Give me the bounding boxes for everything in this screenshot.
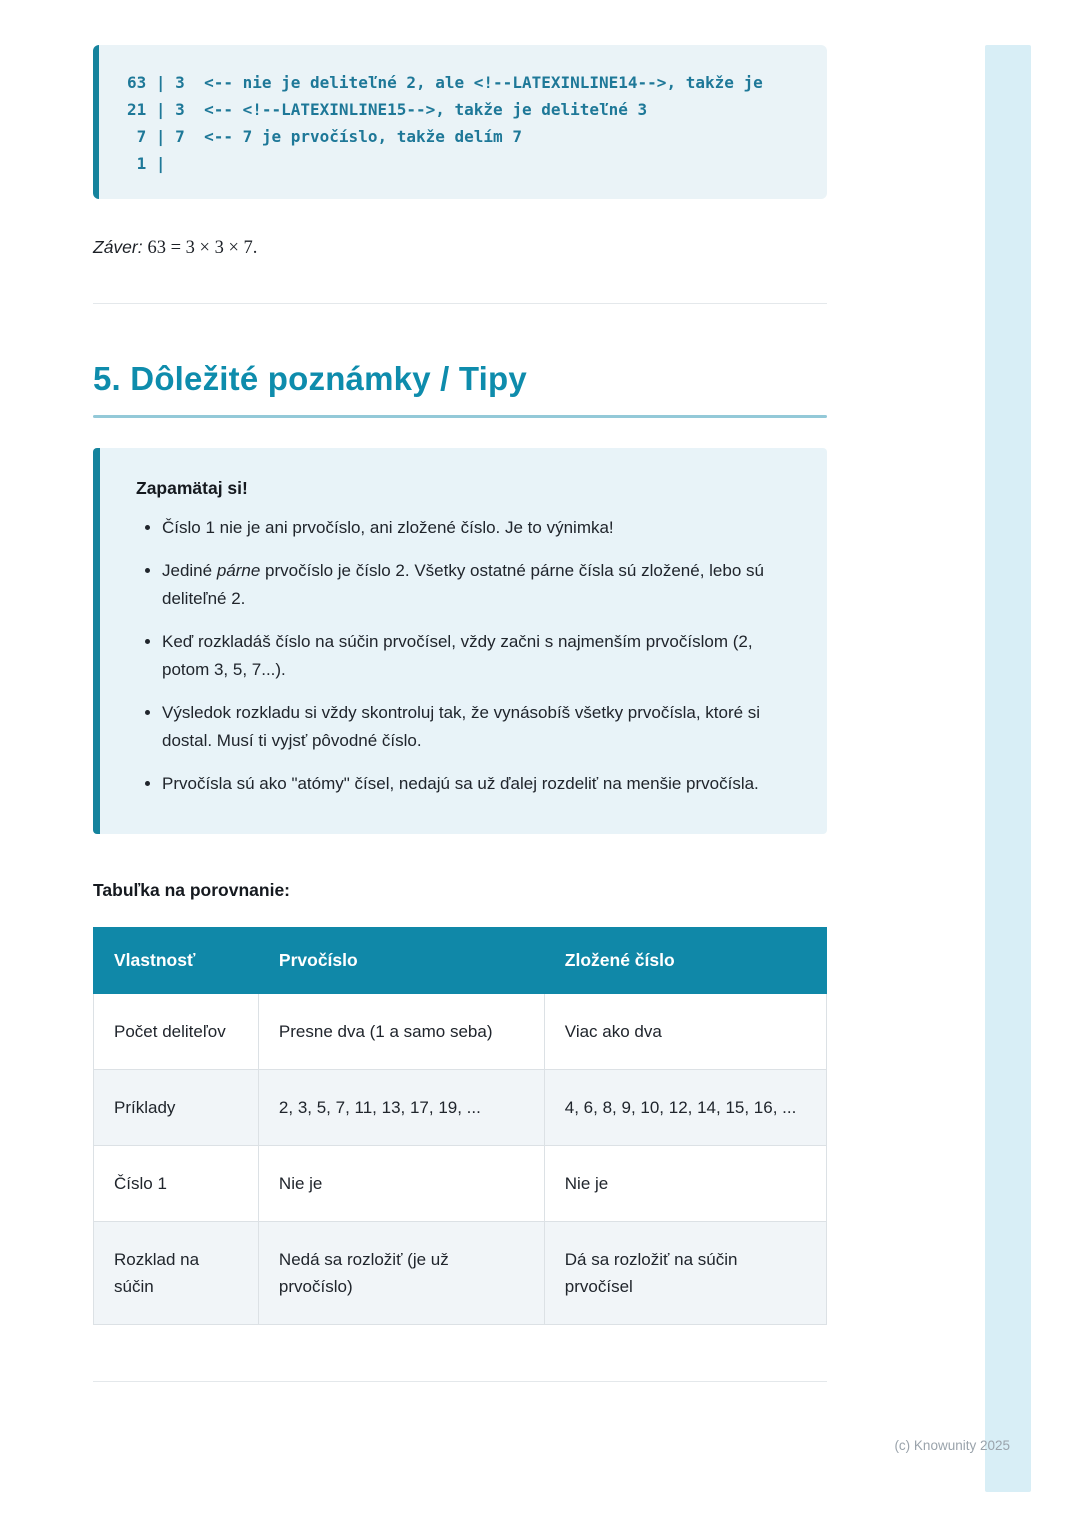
bullet-text-italic: párne <box>216 561 261 580</box>
table-header-cell: Zložené číslo <box>544 928 826 994</box>
callout-bullet <box>162 699 791 755</box>
code-line: 1 | <box>127 154 166 173</box>
table-header-cell: Vlastnosť <box>94 928 259 994</box>
right-side-strip <box>985 45 1031 1492</box>
code-line: 7 | 7 <-- 7 je prvočíslo, takže delím 7 <box>127 127 522 146</box>
section-heading: 5. Dôležité poznámky / Tipy <box>93 360 527 397</box>
callout-bullet <box>162 514 791 542</box>
comparison-table <box>93 927 827 1325</box>
callout-title: Zapamätaj si! <box>136 478 248 498</box>
callout-list <box>136 514 791 798</box>
page-content <box>93 0 827 1382</box>
bullet-text: Výsledok rozkladu si vždy skontroluj tak, že vynásobíš všetky prvočísla, ktoré si dostal. Musí ti vyjsť pôvodné číslo. <box>162 703 761 750</box>
table-cell: Viac ako dva <box>544 994 826 1070</box>
callout-bullet <box>162 770 791 798</box>
bullet-text: Jediné <box>162 561 217 580</box>
table-cell: 4, 6, 8, 9, 10, 12, 14, 15, 16, ... <box>544 1070 826 1146</box>
callout-bullet <box>162 628 791 684</box>
table-cell: Číslo 1 <box>94 1146 259 1222</box>
code-block <box>93 45 827 199</box>
table-caption: Tabuľka na porovnanie: <box>93 880 291 900</box>
table-cell: Nie je <box>544 1146 826 1222</box>
table-row <box>94 1070 827 1146</box>
heading-underline <box>93 415 827 418</box>
table-header-cell: Prvočíslo <box>258 928 544 994</box>
table-cell: Nie je <box>258 1146 544 1222</box>
conclusion-label: Záver: <box>93 237 143 257</box>
copyright-notice: (c) Knowunity 2025 <box>894 1438 1010 1453</box>
table-cell: 2, 3, 5, 7, 11, 13, 17, 19, ... <box>258 1070 544 1146</box>
section-divider <box>93 303 827 304</box>
bottom-divider <box>93 1381 827 1382</box>
bullet-text: Číslo 1 nie je ani prvočíslo, ani zložené číslo. Je to výnimka! <box>162 518 614 537</box>
code-line: 21 | 3 <-- <!--LATEXINLINE15-->, takže je deliteľné 3 <box>127 100 648 119</box>
table-row <box>94 994 827 1070</box>
table-cell: Presne dva (1 a samo seba) <box>258 994 544 1070</box>
table-cell: Rozklad na súčin <box>94 1222 259 1325</box>
bullet-text: Prvočísla sú ako "atómy" čísel, nedajú sa už ďalej rozdeliť na menšie prvočísla. <box>162 774 759 793</box>
code-line: 63 | 3 <-- nie je deliteľné 2, ale <!--LATEXINLINE14-->, takže je <box>127 73 763 92</box>
table-cell: Príklady <box>94 1070 259 1146</box>
bullet-text: Keď rozkladáš číslo na súčin prvočísel, vždy začni s najmenším prvočíslom (2, potom 3, 5, 7...). <box>162 632 753 679</box>
table-header-row <box>94 928 827 994</box>
table-row <box>94 1222 827 1325</box>
conclusion-text <box>93 237 827 259</box>
conclusion-math: 63 = 3 × 3 × 7. <box>147 238 258 258</box>
table-row <box>94 1146 827 1222</box>
table-cell: Dá sa rozložiť na súčin prvočísel <box>544 1222 826 1325</box>
table-cell: Počet deliteľov <box>94 994 259 1070</box>
bullet-text: prvočíslo je číslo 2. Všetky ostatné párne čísla sú zložené, lebo sú deliteľné 2. <box>162 561 764 608</box>
callout-bullet <box>162 557 791 613</box>
tips-callout <box>93 448 827 834</box>
table-cell: Nedá sa rozložiť (je už prvočíslo) <box>258 1222 544 1325</box>
